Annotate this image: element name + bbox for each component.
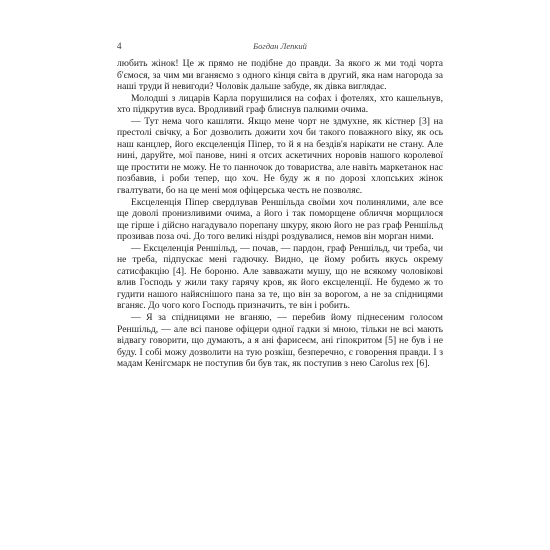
paragraph: — Я за спідницями не вганяю, — перебив йому піднесеним голосом Реншільд, — але всі панове офіцери одної гадки зі мною, тільки не всі мають відвагу говорити, що думають, а я ані фарисеєм, ані гіпокритом [5] не був і не буду. І собі можу дозволити на тую розкіш, безперечно, є говорення правди. І з мадам Кенігсмарк не поступив би був так, як поступив з нею Carolus rex [6]. [117, 312, 443, 370]
paragraph: — Тут нема чого кашляти. Якщо мене чорт не здмухне, як кістнер [3] на престолі свічку, а Бог дозволить дожити хоч би такого поважного віку, як ось наш канцлер, його ексцеленція Піпер, то й я на бездів'я нарікати не стану. Але нині, даруйте, мої панове, нині я отсих аскетичних норовів нашого королевої ще простити не можу. Не то панночок до товариства, але навіть маркетанок нас позбавив, і роби тепер, що хоч. Не буду ж я по дорозі хлопських жінок гвалтувати, бо на це мені моя офіцерська честь не позволяє. [117, 115, 443, 197]
running-head-author: Богдан Лепкий [253, 41, 307, 51]
paragraph: Молодші з лицарів Карла порушилися на софах і фотелях, хто кашельнув, хто підкрутив вуса. Вродливий граф блиснув палкими очима. [117, 92, 443, 116]
paragraph: любить жінок! Це ж прямо не подібне до правди. За якого ж ми тоді чорта б'ємося, за чим ми вганяємо з одного кінця світа в другий, яка нам нагорода за наші труди й невигоди? Чоловік дальше забуде, як дівка виглядає. [117, 58, 443, 93]
page-header [117, 40, 443, 52]
body-text [117, 58, 443, 370]
paragraph: Ексцеленція Піпер свердлував Реншільда своїми хоч полинялими, але все ще доволі пронизливими очима, а його і так поморщене обличчя морщилося ще гірше і дійсно нагадувало порепану шкуру, якою його не раз граф Реншільд прозивав поза очі. До того великі ніздрі роздувалися, немов він морган ними. [117, 196, 443, 243]
page-number: 4 [117, 41, 122, 51]
paragraph: — Ексцеленція Реншільд, — почав, — пардон, граф Реншільд, чи треба, чи не треба, підпускає мені гадючку. Видно, це йому робить якусь окрему сатисфакцію [4]. Не бороню. Але завважати мушу, що не всякому чоловікові влив Господь у жили таку гарячу кров, як його ексцеленції. Не будемо ж то гудити нашого найяснішого пана за те, що він за ворогом, а не за спідницями вганяє. До чого кого Господь призначить, те він і робить. [117, 242, 443, 312]
